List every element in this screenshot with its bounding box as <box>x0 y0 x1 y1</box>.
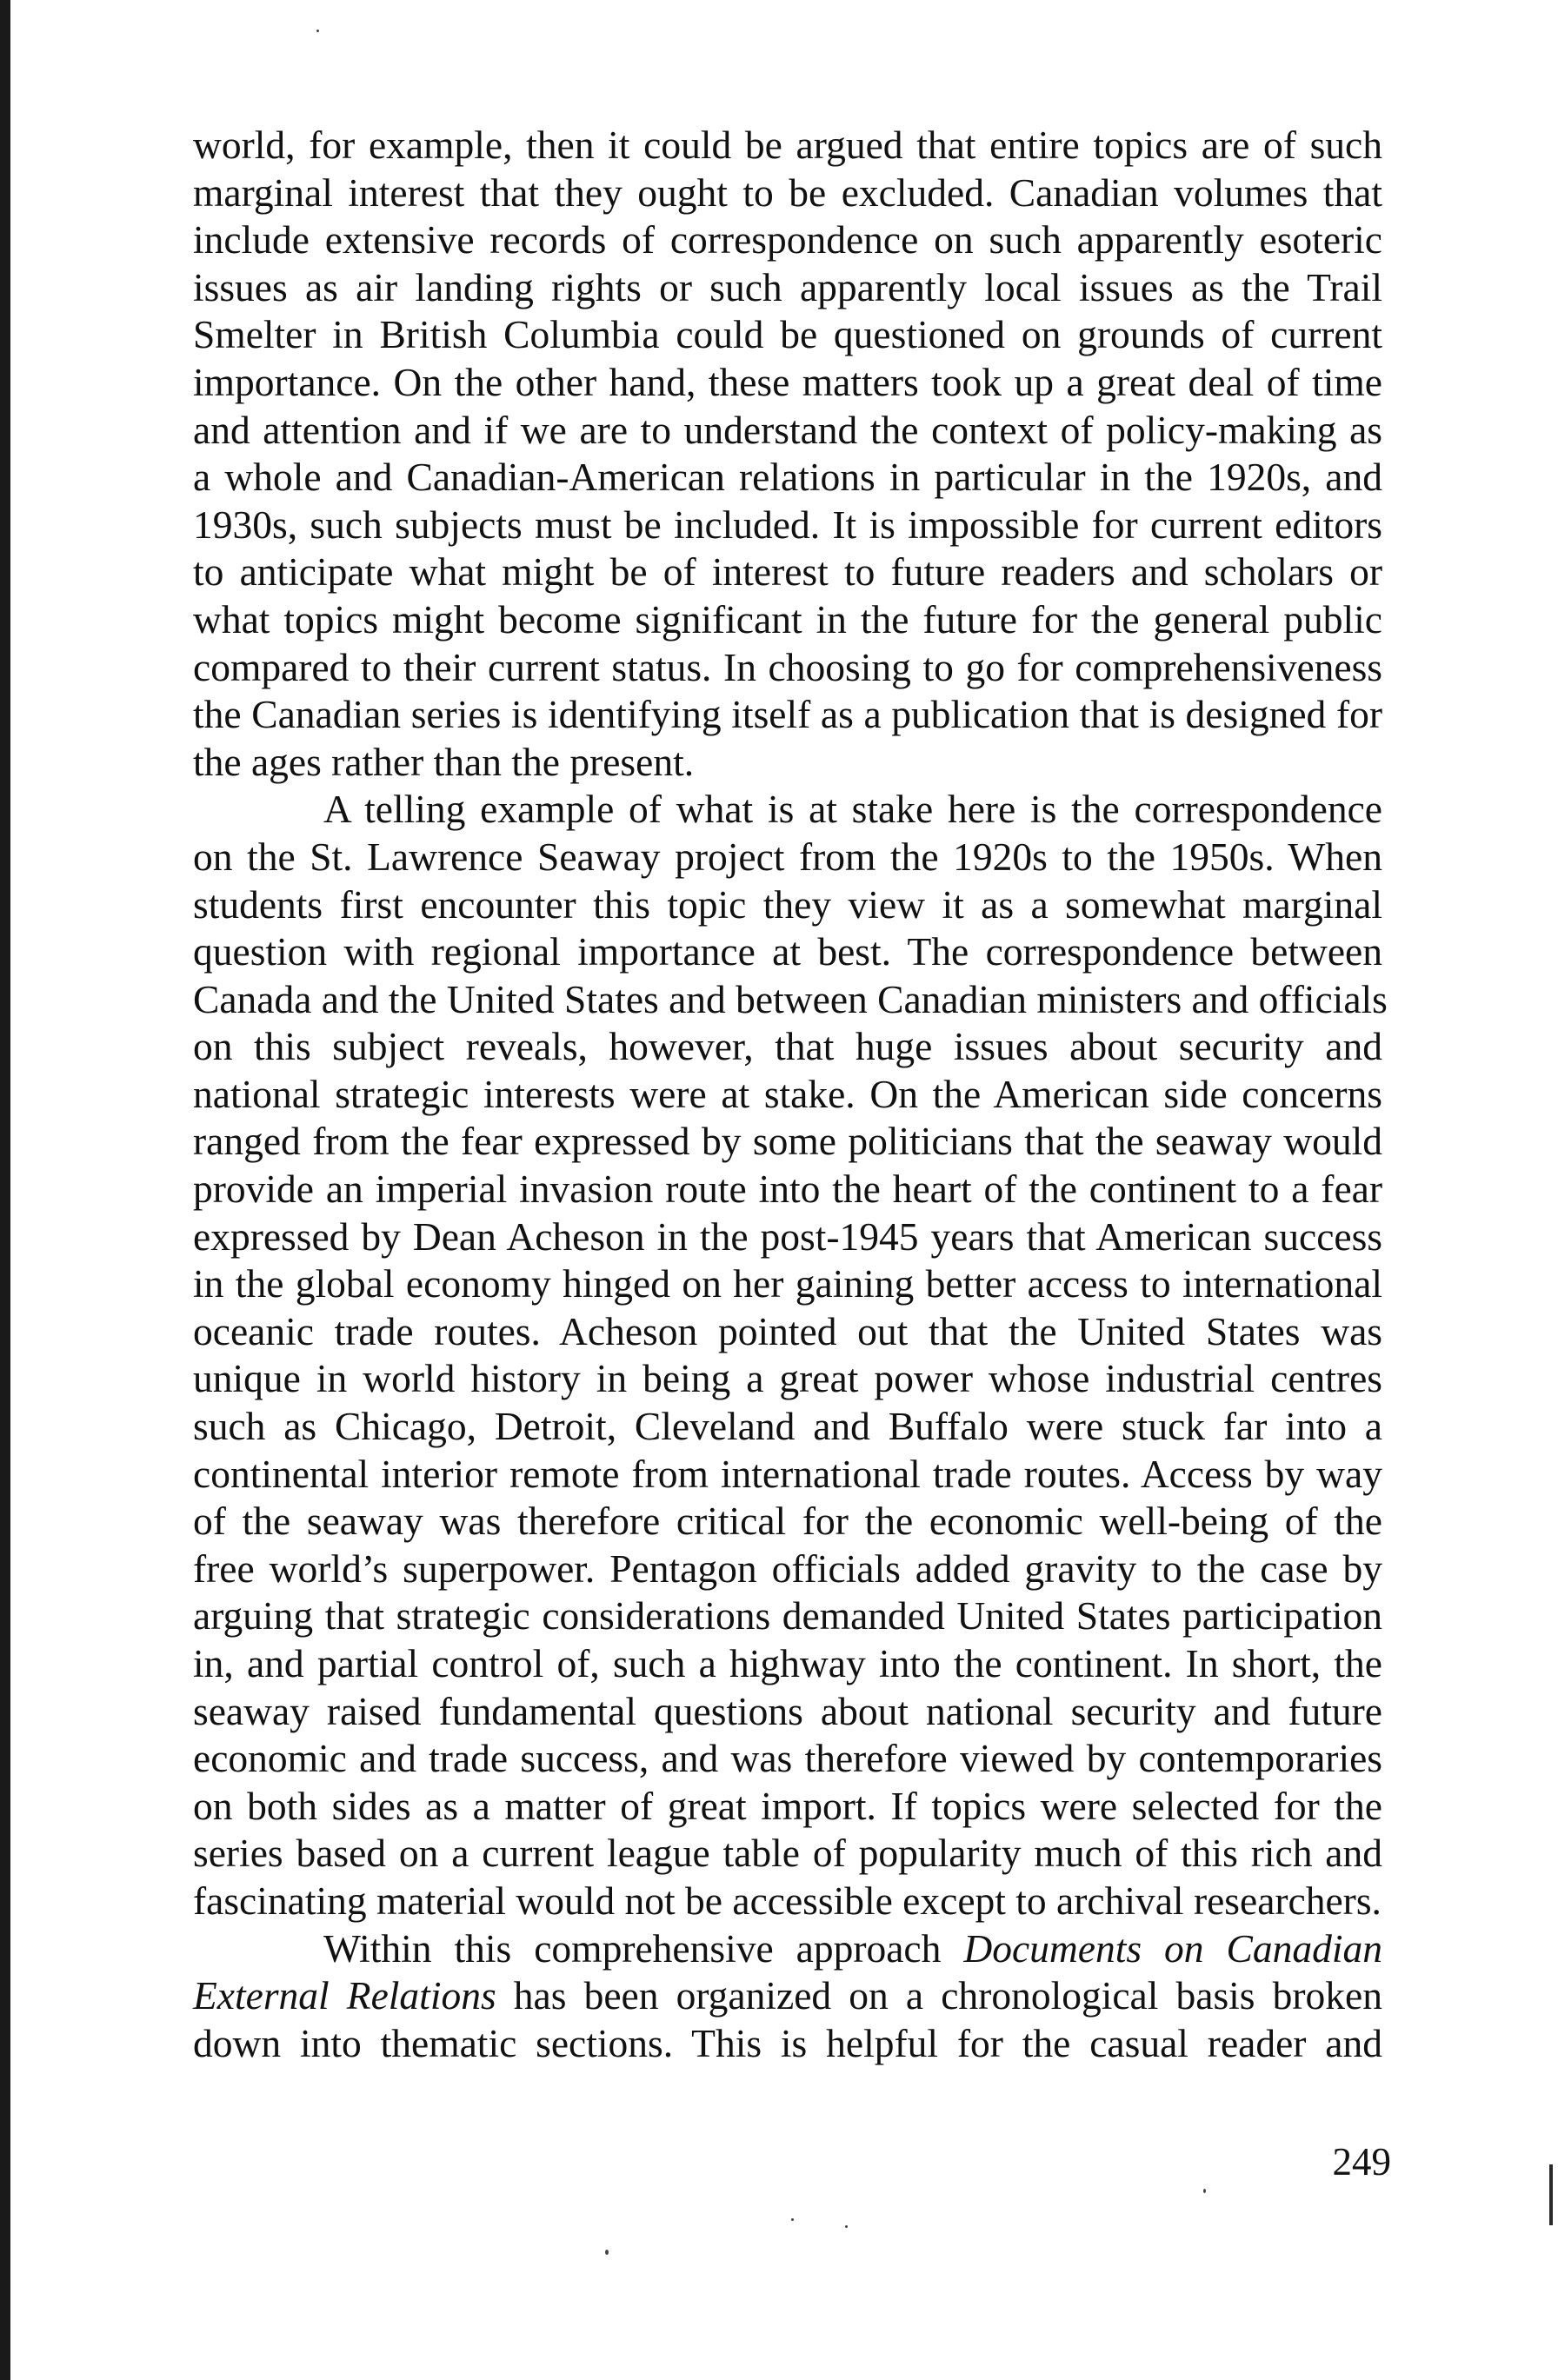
text-line: Canada and the United States and between Canadian ministers and officials <box>193 976 1388 1021</box>
text-line: arguing that strategic considerations demanded United States participation <box>193 1593 1382 1639</box>
text-line: the Canadian series is identifying itself as a publication that is designed for <box>193 692 1382 737</box>
text-line: on this subject reveals, however, that huge issues about security and <box>193 1024 1382 1069</box>
text-line: economic and trade success, and was therefore viewed by contemporaries <box>193 1736 1382 1781</box>
text-line: Smelter in British Columbia could be questioned on grounds of current <box>193 312 1382 357</box>
text-line: what topics might become significant in the future for the general public <box>193 596 1382 642</box>
scan-edge-right <box>1549 2164 1553 2225</box>
text-line: in, and partial control of, such a highway into the continent. In short, the <box>193 1641 1382 1685</box>
text-line: A telling example of what is at stake here is the correspondence <box>323 787 1382 832</box>
text-line: world, for example, then it could be argued that entire topics are of such <box>193 123 1382 167</box>
text-line: External Relations has been organized on a chronological basis broken <box>193 1973 1382 2018</box>
text-line: provide an imperial invasion route into the heart of the continent to a fear <box>193 1167 1382 1212</box>
text-line: issues as air landing rights or such apparently local issues as the Trail <box>193 264 1382 309</box>
text-line: a whole and Canadian-American relations in particular in the 1920s, and <box>193 455 1382 500</box>
paragraph <box>193 122 1382 786</box>
text-line: national strategic interests were at stake. On the American side concerns <box>193 1071 1382 1116</box>
text-line: the ages rather than the present. <box>193 739 695 784</box>
scan-speck <box>791 2218 794 2221</box>
text-line: down into thematic sections. This is helpful for the casual reader and <box>193 2020 1382 2065</box>
text-line: unique in world history in being a great power whose industrial centres <box>193 1356 1382 1401</box>
text-line: compared to their current status. In choosing to go for comprehensiveness <box>193 644 1382 689</box>
text-line: such as Chicago, Detroit, Cleveland and Buffalo were stuck far into a <box>193 1404 1382 1449</box>
page-body-text <box>193 122 1388 2067</box>
text-line: free world’s superpower. Pentagon officials added gravity to the case by <box>193 1546 1382 1591</box>
text-line: 1930s, such subjects must be included. It is impossible for current editors <box>193 502 1382 547</box>
scan-edge-left <box>0 0 10 2380</box>
text-line: expressed by Dean Acheson in the post-1945 years that American success <box>193 1213 1382 1259</box>
text-line: on both sides as a matter of great import. If topics were selected for the <box>193 1783 1382 1828</box>
text-line: importance. On the other hand, these matters took up a great deal of time <box>193 359 1382 404</box>
text-line: fascinating material would not be accessible except to archival researchers. <box>193 1878 1382 1923</box>
text-line: series based on a current league table of popularity much of this rich and <box>193 1831 1382 1876</box>
paragraph <box>193 1925 1382 2068</box>
paragraph <box>193 786 1388 1925</box>
text-line: include extensive records of correspondence on such apparently esoteric <box>193 217 1382 263</box>
text-line: ranged from the fear expressed by some politicians that the seaway would <box>193 1119 1382 1164</box>
text-line: question with regional importance at best. The correspondence between <box>193 929 1382 974</box>
scan-speck <box>845 2225 848 2228</box>
scan-speck <box>1203 2189 1206 2193</box>
text-line: continental interior remote from international trade routes. Access by way <box>193 1451 1382 1496</box>
text-line: on the St. Lawrence Seaway project from the 1920s to the 1950s. When <box>193 834 1382 879</box>
scan-speck <box>316 30 319 32</box>
text-line: students first encounter this topic they view it as a somewhat marginal <box>193 881 1382 927</box>
text-line: and attention and if we are to understand the context of policy-making as <box>193 407 1382 452</box>
text-line: oceanic trade routes. Acheson pointed out that the United States was <box>193 1308 1382 1353</box>
text-line: Within this comprehensive approach Documents on Canadian <box>323 1925 1382 1971</box>
text-line: of the seaway was therefore critical for the economic well-being of the <box>193 1499 1382 1544</box>
page-number: 249 <box>1332 2140 1391 2184</box>
text-line: to anticipate what might be of interest to future readers and scholars or <box>193 549 1382 595</box>
text-line: seaway raised fundamental questions about national security and future <box>193 1688 1382 1733</box>
text-line: marginal interest that they ought to be excluded. Canadian volumes that <box>193 170 1382 215</box>
scan-speck <box>605 2250 609 2255</box>
text-line: in the global economy hinged on her gaining better access to international <box>193 1261 1382 1306</box>
